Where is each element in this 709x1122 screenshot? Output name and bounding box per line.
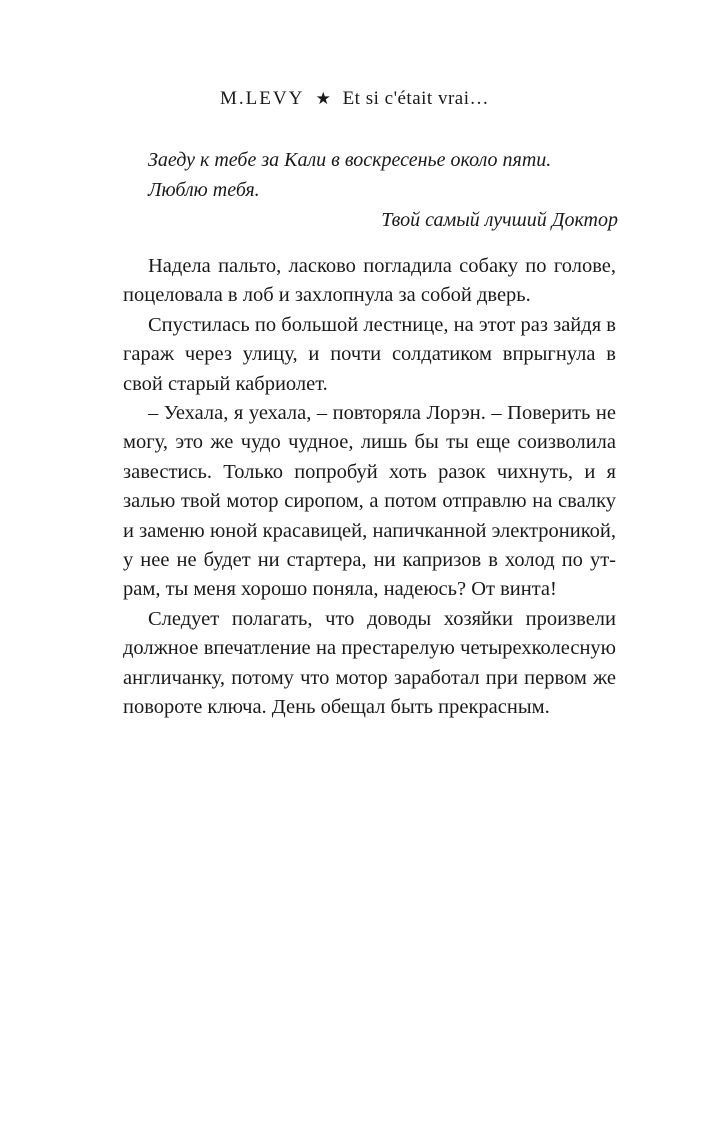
header-book-title: Et si c'était vrai… [342,88,489,109]
paragraph: Спустилась по большой лестнице, на этот раз зайдя в гараж через улицу, и почти солдатиком впрыгнула в свой старый кабриолет. [123,313,616,395]
paragraph: Следует полагать, что доводы хозяйки произвели должное впечатление на престарелую четырехколесную англичанку, потому что мотор заработал при первом же повороте ключа. День обещал быть прекрасным. [123,607,616,719]
letter-note [148,145,618,235]
star-icon: ★ [315,89,332,108]
running-header [0,88,709,110]
letter-line: Заеду к тебе за Кали в воскресенье около пяти. [148,149,552,171]
paragraph: – Уехала, я уехала, – повторяла Лорэн. – Поверить не могу, это же чудо чудное, лишь бы ты еще соизволила завестись. Только попробуй хоть разок чихнуть, и я залью твой мотор сиропом, а потом отправлю на свалку и заменю юной красавицей, напичканной электроникой, у нее не будет ни стартера, ни капризов в холод по утрам, ты меня хорошо поняла, надеюсь? От винта! [123,402,616,601]
letter-line: Люблю тебя. [148,179,260,201]
letter-signature: Твой самый лучший Доктор [381,209,618,231]
paragraph: Надела пальто, ласково погладила собаку по голове, поцеловала в лоб и захлопнула за собой дверь. [123,255,616,307]
header-author: M.LEVY [220,88,305,109]
body-text [123,252,616,723]
